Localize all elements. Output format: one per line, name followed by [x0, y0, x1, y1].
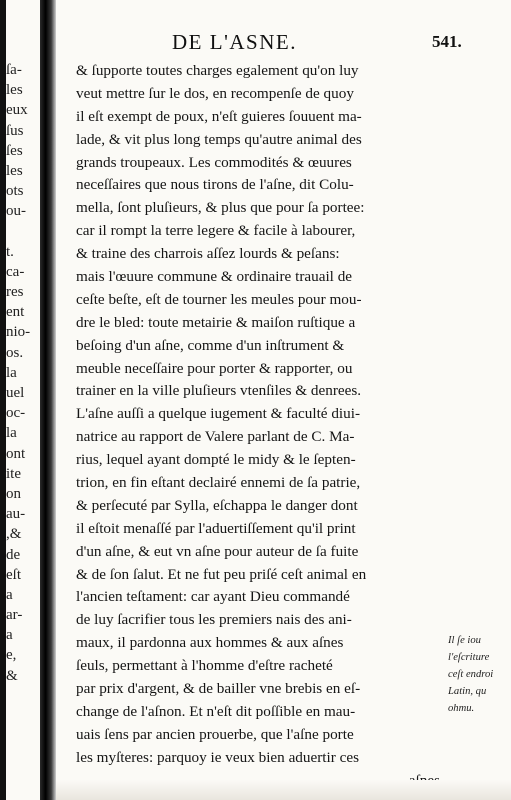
bleed-line: la — [6, 364, 17, 381]
bleed-line: la — [6, 425, 17, 442]
bleed-line: ,& — [6, 526, 22, 543]
text-line: & de ſon ſalut. Et ne fut peu priſé ceſt animal en — [76, 565, 367, 583]
page-number: 541. — [432, 32, 462, 51]
text-line: trion, en fin eſtant declairé ennemi de ſa patrie, — [76, 474, 361, 492]
bleed-line: uel — [6, 385, 25, 401]
bleed-line: les — [6, 162, 23, 179]
page-gutter-shadow — [40, 0, 56, 800]
text-line: natrice au rapport de Valere parlant de C. Ma- — [76, 428, 355, 446]
running-title: DE L'ASNE. — [172, 30, 297, 54]
text-line: rius, lequel ayant dompté le midy & le ſepten- — [76, 451, 356, 469]
text-line: & perſecuté par Sylla, eſchappa le danger dont — [76, 496, 358, 514]
bleed-line: ca- — [6, 263, 25, 280]
text-line: il eſtoit menaſſé par l'aduertiſſement qu'il print — [76, 519, 356, 537]
text-line: lade, & vit plus long temps qu'autre animal des — [76, 130, 362, 148]
bleed-line: res — [6, 284, 24, 301]
text-line: ſeuls, permettant à l'homme d'eſtre racheté — [76, 657, 333, 675]
text-line: trainer en la ville pluſieurs vtenſiles & denrees. — [76, 382, 362, 400]
bleed-line: a — [6, 586, 13, 603]
text-line: d'un aſne, & eut vn aſne pour auteur de ſa fuite — [76, 542, 359, 560]
text-line: & ſupporte toutes charges egalement qu'on luy — [76, 62, 359, 79]
bleed-line: ent — [6, 304, 25, 321]
bleed-line: on — [6, 485, 21, 502]
text-line: uais ſens par ancien prouerbe, que l'aſne porte — [76, 725, 354, 743]
bleed-line: ite — [6, 465, 21, 482]
text-line: veut mettre ſur le dos, en recompenſe de quoy — [76, 84, 354, 102]
bleed-line: ſus — [6, 122, 24, 139]
bleed-line: os. — [6, 344, 24, 361]
bleed-line: de — [6, 546, 21, 563]
bleed-line: a — [6, 627, 13, 644]
text-line: ceſte beſte, eſt de tourner les meules pour mou- — [76, 290, 362, 308]
text-line: mella, ſont pluſieurs, & plus que pour ſa portee: — [76, 199, 365, 217]
text-line: neceſſaires que nous tirons de l'aſne, dit Colu- — [76, 176, 354, 194]
text-line: les myſteres: parquoy ie veux bien aduertir ces — [76, 748, 359, 766]
bleed-line: t. — [6, 243, 14, 260]
bleed-line: ont — [6, 445, 26, 462]
bleed-line: e, — [6, 647, 17, 664]
text-line: meuble neceſſaire pour porter & rapporter, ou — [76, 359, 353, 377]
bleed-line: ſes — [6, 142, 23, 159]
text-line: de luy ſacrifier tous les premiers nais des ani- — [76, 611, 352, 629]
bleed-line: ou- — [6, 203, 26, 220]
marginal-note-line: Latin, qu — [448, 686, 487, 697]
bleed-line: eſt — [6, 566, 21, 583]
text-line: L'aſne auſſi a quelque iugement & faculté diui- — [76, 405, 361, 423]
text-line: il eſt exempt de poux, n'eſt guieres ſouuent ma- — [76, 107, 362, 125]
bleed-line — [6, 222, 40, 242]
bleed-line: nio- — [6, 324, 31, 341]
page-header — [60, 30, 500, 54]
bleed-line: & — [6, 667, 18, 684]
bleed-line: oc- — [6, 405, 26, 422]
marginal-note-line: l'eſcriture — [448, 652, 490, 663]
bleed-line: au- — [6, 506, 26, 523]
marginal-note-line: ohmu. — [448, 703, 475, 714]
text-line: grands troupeaux. Les commodités & œuures — [76, 153, 352, 171]
text-line: mais l'œuure commune & ordinaire trauail de — [76, 268, 353, 286]
page-bottom-edge — [56, 780, 511, 800]
marginal-note — [448, 632, 510, 717]
bleed-line: ar- — [6, 607, 23, 624]
text-line: maux, il pardonna aux hommes & aux aſnes — [76, 634, 344, 652]
bleed-line: ots — [6, 183, 24, 200]
bleed-line: eux — [6, 102, 28, 119]
text-line: dre le bled: toute metairie & maiſon ruſtique a — [76, 313, 356, 331]
text-line: par prix d'argent, & de bailler vne brebis en eſ- — [76, 680, 361, 698]
text-line: change de l'aſnon. Et n'eſt dit poſſible en mau- — [76, 702, 356, 720]
previous-page-bleed — [6, 60, 40, 686]
marginal-note-line: ceſt endroi — [448, 669, 494, 680]
text-line: beſoing d'un aſne, comme d'un inſtrument & — [76, 336, 345, 354]
text-line: & traine des charrois aſſez lourds & peſans: — [76, 245, 340, 263]
bleed-line: les — [6, 82, 23, 99]
text-line: l'ancien teſtament: car ayant Dieu commandé — [76, 588, 350, 606]
text-line: car il rompt la terre legere & facile à labourer, — [76, 222, 356, 240]
marginal-note-line: Il ſe iou — [448, 635, 481, 646]
bleed-line: ſa- — [6, 62, 22, 78]
body-text — [76, 60, 444, 793]
